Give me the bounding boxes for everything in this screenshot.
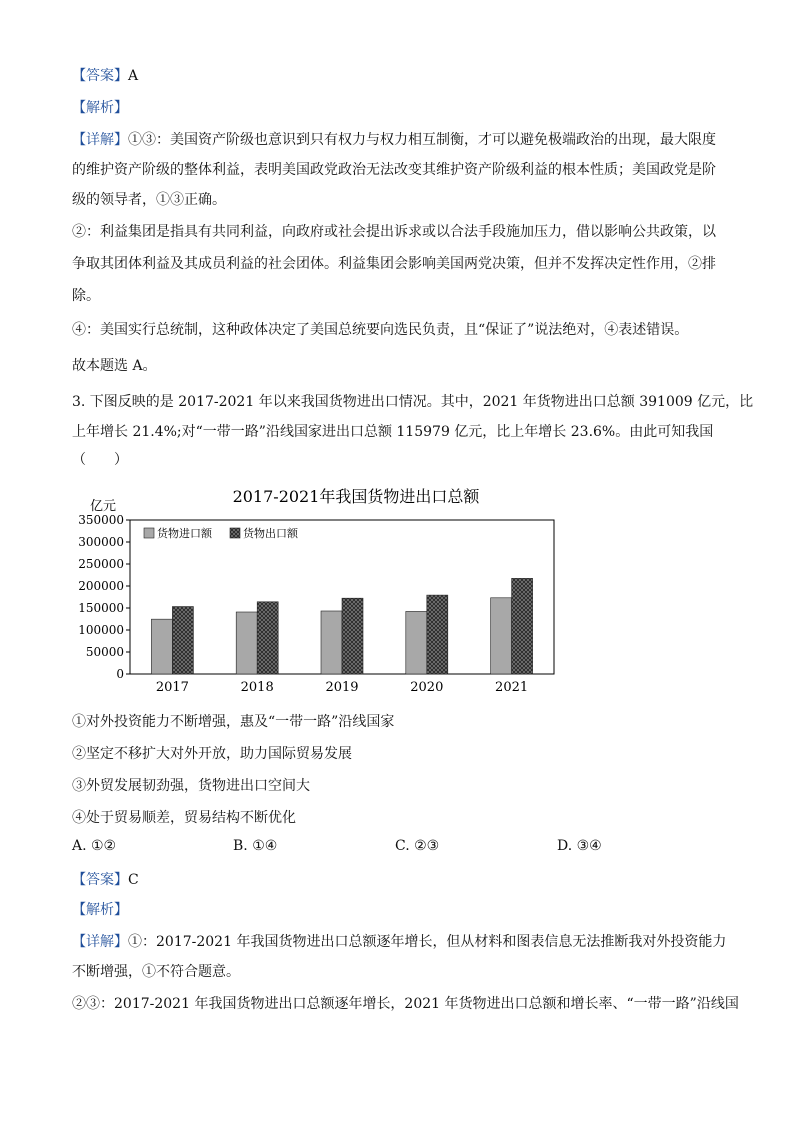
legend-swatch xyxy=(230,528,240,538)
option-d[interactable]: D. ③④ xyxy=(557,838,602,854)
y-tick-label: 250000 xyxy=(78,557,124,571)
detail-2-line-1: ②③：2017-2021 年我国货物进出口总额逐年增长，2021 年货物进出口总额和增长率、“一带一路”沿线国 xyxy=(72,996,739,1012)
detail-1-line-1 xyxy=(72,932,726,952)
detail-tag: 【详解】 xyxy=(72,934,128,950)
bar-export-2020 xyxy=(427,595,448,674)
detail-paragraph-2-line-1: ②：利益集团是指具有共同利益，向政府或社会提出诉求或以合法手段施加压力，借以影响公共政策，以 xyxy=(72,224,716,240)
option-b[interactable]: B. ①④ xyxy=(233,838,278,854)
chart-legend xyxy=(144,526,299,540)
option-c[interactable]: C. ②③ xyxy=(395,838,440,854)
y-tick-label: 150000 xyxy=(78,601,124,615)
chart-ylabel: 亿元 xyxy=(90,499,117,514)
x-axis xyxy=(156,680,528,695)
y-axis xyxy=(78,513,130,681)
x-tick-label: 2019 xyxy=(325,680,359,695)
bar-export-2019 xyxy=(342,598,363,674)
x-tick-label: 2021 xyxy=(495,680,529,695)
answer-value: A xyxy=(128,68,139,84)
x-tick-label: 2017 xyxy=(155,680,189,695)
detail-paragraph-1-line-1 xyxy=(72,130,716,150)
bar-import-2020 xyxy=(406,611,427,674)
y-tick-label: 200000 xyxy=(78,579,124,593)
statement-3: ③外贸发展韧劲强，货物进出口空间大 xyxy=(72,778,310,794)
detail-paragraph-1-line-2: 的维护资产阶级的整体利益，表明美国政党政治无法改变其维护资产阶级利益的根本性质；美国政党是阶 xyxy=(72,162,716,178)
statement-1: ①对外投资能力不断增强，惠及“一带一路”沿线国家 xyxy=(72,714,395,730)
bar-import-2019 xyxy=(321,611,342,674)
detail-text: ①：2017-2021 年我国货物进出口总额逐年增长，但从材料和图表信息无法推断我对外投资能力 xyxy=(128,934,727,950)
bar-export-2017 xyxy=(172,607,193,674)
bar-export-2018 xyxy=(257,602,278,674)
legend-label: 货物出口额 xyxy=(243,527,298,540)
y-tick-label: 350000 xyxy=(78,513,124,527)
detail-text: ①③：美国资产阶级也意识到只有权力与权力相互制衡，才可以避免极端政治的出现，最大限度 xyxy=(128,132,716,148)
y-tick-label: 100000 xyxy=(78,623,124,637)
answer-line-q2 xyxy=(72,66,138,86)
bar-import-2021 xyxy=(491,598,512,674)
legend-swatch xyxy=(144,528,154,538)
bar-export-2021 xyxy=(512,578,533,674)
x-tick-label: 2018 xyxy=(240,680,274,695)
conclusion: 故本题选 A。 xyxy=(72,358,157,374)
bar-import-2017 xyxy=(151,619,172,674)
legend-label: 货物进口额 xyxy=(157,527,212,540)
y-tick-label: 0 xyxy=(116,667,124,681)
detail-paragraph-2-line-2: 争取其团体利益及其成员利益的社会团体。利益集团会影响美国两党决策，但并不发挥决定性作用，②排 xyxy=(72,256,716,272)
x-tick-label: 2020 xyxy=(410,680,444,695)
detail-tag: 【详解】 xyxy=(72,132,128,148)
answer-tag: 【答案】 xyxy=(72,68,128,84)
y-tick-label: 50000 xyxy=(85,645,124,659)
detail-paragraph-1-line-3: 级的领导者，①③正确。 xyxy=(72,192,226,208)
question-stem-line-2: 上年增长 21.4%;对“一带一路”沿线国家进出口总额 115979 亿元，比上年增长 23.6%。由此可知我国 xyxy=(72,424,714,440)
chart-title: 2017-2021年我国货物进出口总额 xyxy=(232,487,480,506)
detail-1-line-2: 不断增强，①不符合题意。 xyxy=(72,964,240,980)
statement-2: ②坚定不移扩大对外开放，助力国际贸易发展 xyxy=(72,746,352,762)
answer-value: C xyxy=(128,872,139,888)
statement-4: ④处于贸易顺差，贸易结构不断优化 xyxy=(72,810,296,826)
bar-import-2018 xyxy=(236,612,257,674)
question-stem-line-3: （ ） xyxy=(72,452,128,468)
bars xyxy=(151,578,532,674)
option-a[interactable]: A. ①② xyxy=(72,838,117,854)
answer-line-q3 xyxy=(72,870,139,890)
analysis-tag: 【解析】 xyxy=(72,100,128,116)
answer-tag: 【答案】 xyxy=(72,872,128,888)
question-stem-line-1: 3. 下图反映的是 2017-2021 年以来我国货物进出口情况。其中，2021 年货物进出口总额 391009 亿元，比 xyxy=(72,394,754,410)
detail-paragraph-2-line-3: 除。 xyxy=(72,288,100,304)
detail-paragraph-3: ④：美国实行总统制，这种政体决定了美国总统要向选民负责，且“保证了”说法绝对，④表述错误。 xyxy=(72,322,689,338)
bar-chart xyxy=(72,482,572,700)
analysis-tag: 【解析】 xyxy=(72,902,128,918)
y-tick-label: 300000 xyxy=(78,535,124,549)
